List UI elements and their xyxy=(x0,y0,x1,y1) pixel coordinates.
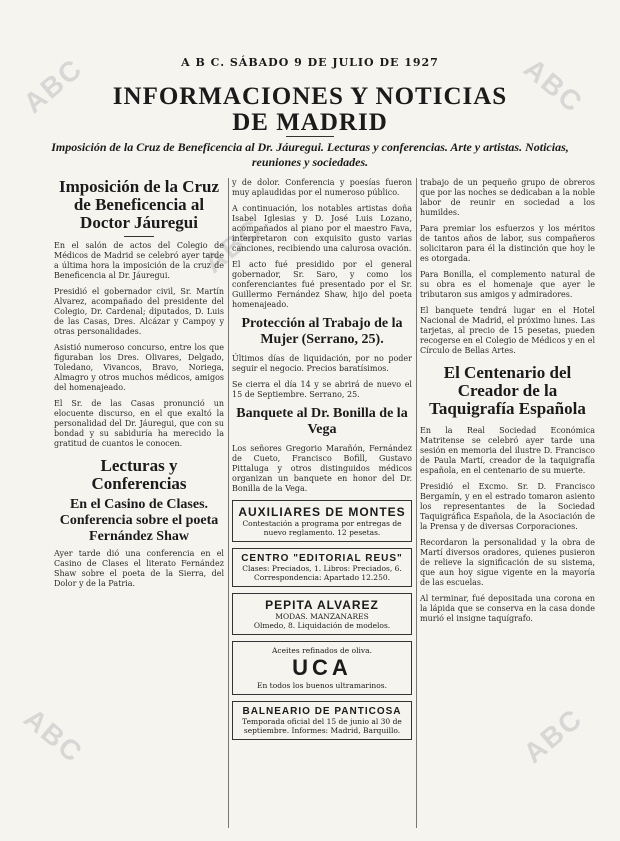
ad-body: Clases: Preciados, 1. Libros: Preciados, 6. Correspondencia: Apartado 12.250. xyxy=(242,564,402,582)
column-separator-2 xyxy=(416,178,417,828)
ad-title: AUXILIARES DE MONTES xyxy=(238,505,406,519)
article-paragraph: trabajo de un pequeño grupo de obreros que por las noches se dedicaban a la noble labor de reunir en sociedad a los humildes. xyxy=(420,178,595,217)
article-paragraph: Presidió el Excmo. Sr. D. Francisco Bergamín, y en el estrado tomaron asiento los representantes de la Sociedad Taquigráfica Española, de la Asociación de la Prensa y de diversas Corporaciones. xyxy=(420,482,595,531)
ad-auxiliares-montes xyxy=(232,500,412,542)
article-paragraph: Recordaron la personalidad y la obra de Martí diversos oradores, quienes pusieron de relieve la significación de su sistema, que aun hoy sigue vigente en la mayoría de las escuelas. xyxy=(420,538,595,587)
ad-editorial-reus xyxy=(232,548,412,587)
watermark-top-left: ABC xyxy=(17,52,89,119)
article-paragraph: En la Real Sociedad Económica Matritense se celebró ayer tarde una sesión en memoria del ilustre D. Francisco de Paula Martí, creador de la taquigrafía española, en el centenario de su muerte. xyxy=(420,426,595,475)
article-paragraph: Para premiar los esfuerzos y los méritos de tantos años de labor, sus compañeros solicitaron para él la distinción que hoy le es otorgada. xyxy=(420,224,595,263)
headline-rule xyxy=(124,236,154,237)
watermark-bottom-left: ABC xyxy=(18,702,90,769)
ad-uca xyxy=(232,641,412,695)
article-paragraph: El banquete tendrá lugar en el Hotel Nacional de Madrid, el próximo lunes. Las tarjetas, al precio de 15 pesetas, pueden recogerse en el Colegio de Médicos y en el Círculo de Bellas Artes. xyxy=(420,306,595,355)
article-paragraph: A continuación, los notables artistas doña Isabel Iglesias y D. José Luis Lozano, acompañados al piano por el maestro Fava, interpretaron con exquisito gusto varias canciones, recibiendo una calurosa ovación. xyxy=(232,204,412,253)
ad-body: En todos los buenos ultramarinos. xyxy=(256,681,387,690)
column-separator-1 xyxy=(228,178,229,828)
article-paragraph: Últimos días de liquidación, por no poder seguir el negocio. Precios baratísimos. xyxy=(232,354,412,373)
article-paragraph: Al terminar, fué depositada una corona en la lápida que se conserva en la casa donde murió el insigne taquígrafo. xyxy=(420,594,595,623)
page-title xyxy=(0,84,620,136)
ad-balneario-panticosa xyxy=(232,701,412,740)
headline-centenario-taquigrafia: El Centenario del Creador de la Taquigrafía Española xyxy=(429,363,586,418)
ad-subtitle: MODAS. MANZANARES xyxy=(275,612,369,621)
article-paragraph: Los señores Gregorio Marañón, Fernández de Cueto, Francisco Bofill, Gustavo Pittaluga y otros distinguidos médicos organizan un banquete en honor del Dr. Bonilla de la Vega. xyxy=(232,444,412,493)
column-1 xyxy=(54,178,224,595)
page-header: A B C. SÁBADO 9 DE JULIO DE 1927 xyxy=(181,56,439,69)
column-2 xyxy=(232,178,412,746)
ad-body: Olmedo, 8. Liquidación de modelos. xyxy=(253,621,391,630)
article-paragraph: El Sr. de las Casas pronunció un elocuente discurso, en el que exaltó la personalidad del Dr. Jáuregui, que con su bondad y su sabiduría ha merecido la gratitud de cuantos le conocen. xyxy=(54,399,224,448)
article-paragraph: En el salón de actos del Colegio de Médicos de Madrid se celebró ayer tarde a última hora la imposición de la cruz de Beneficencia al Dr. Jáuregui. xyxy=(54,241,224,280)
headline-lecturas-conferencias: Lecturas y Conferencias xyxy=(91,456,187,493)
page-subtitle: Imposición de la Cruz de Beneficencia al Dr. Jáuregui. Lecturas y conferencias. Arte y artistas. Noticias, reuniones y sociedades. xyxy=(51,140,569,169)
ad-body: Temporada oficial del 15 de junio al 30 de septiembre. Informes: Madrid, Barquillo. xyxy=(242,717,402,735)
watermark-bottom-right: ABC xyxy=(517,702,589,769)
article-paragraph: El acto fué presidido por el general gobernador, Sr. Saro, y como los conferenciantes fué presentado por el Sr. Guillermo Fernández Shaw, hijo del poeta homenajeado. xyxy=(232,260,412,309)
title-line-1: INFORMACIONES Y NOTICIAS xyxy=(112,83,508,110)
title-rule xyxy=(286,136,334,137)
ad-title: CENTRO "EDITORIAL REUS" xyxy=(241,553,403,564)
ad-title: PEPITA ALVAREZ xyxy=(265,598,379,612)
article-paragraph: Para Bonilla, el complemento natural de su obra es el homenaje que ayer le tributaron sus amigos y admiradores. xyxy=(420,270,595,299)
headline-proteccion-trabajo: Protección al Trabajo de la Mujer (Serrano, 25). xyxy=(241,316,403,347)
column-3 xyxy=(420,178,595,630)
article-paragraph: Ayer tarde dió una conferencia en el Casino de Clases el literato Fernández Shaw sobre el poeta de la Sierra, del Dolor y de la Patria. xyxy=(54,549,224,588)
ad-body: Contestación a programa por entregas de nuevo reglamento. 12 pesetas. xyxy=(242,519,402,537)
watermark-mid-left: ABC xyxy=(197,212,269,279)
ad-brand: UCA xyxy=(292,655,352,680)
article-paragraph: y de dolor. Conferencia y poesías fueron muy aplaudidas por el numeroso público. xyxy=(232,178,412,197)
article-paragraph: Presidió el gobernador civil, Sr. Martín Alvarez, acompañado del presidente del Colegio, Dr. Cardenal; diputados, D. Luis de las Casas, Dres. Alcázar y Campoy y otras personalidades. xyxy=(54,287,224,336)
article-paragraph: Se cierra el día 14 y se abrirá de nuevo el 15 de Septiembre. Serrano, 25. xyxy=(232,380,412,399)
subheadline-casino-clases: En el Casino de Clases. Conferencia sobre el poeta Fernández Shaw xyxy=(59,497,219,544)
ad-title: BALNEARIO DE PANTICOSA xyxy=(242,706,402,717)
headline-cruz-beneficencia: Imposición de la Cruz de Beneficencia al Doctor Jáuregui xyxy=(58,177,220,232)
headline-banquete-bonilla: Banquete al Dr. Bonilla de la Vega xyxy=(236,406,408,437)
title-line-2: DE MADRID xyxy=(232,109,388,136)
ad-subtitle: Aceites refinados de oliva. xyxy=(271,646,373,655)
article-paragraph: Asistió numeroso concurso, entre los que figuraban los Dres. Olivares, Delgado, Toledano, Vivancos, Bravo, Noriega, Almagro y otros muchos médicos, amigos del homenajeado. xyxy=(54,343,224,392)
watermark-top-right: ABC xyxy=(518,52,590,119)
ad-pepita-alvarez xyxy=(232,593,412,635)
